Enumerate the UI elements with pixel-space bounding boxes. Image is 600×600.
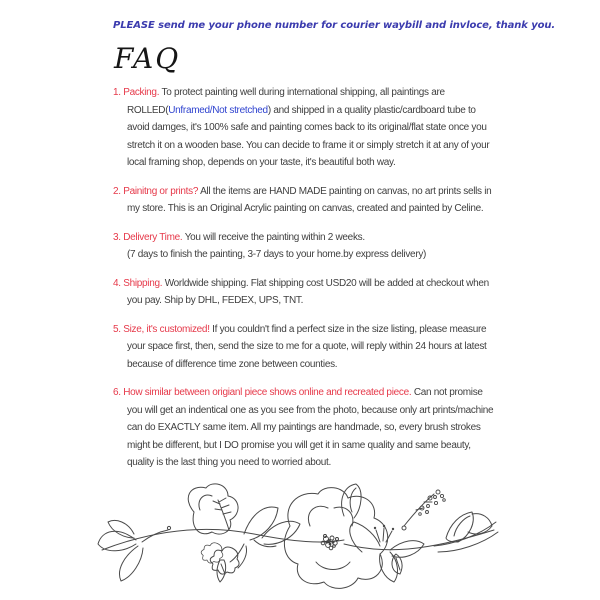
faq-item-packing-body: To protect painting well during international shipping, all paintings are ROLLED( [127, 87, 445, 116]
faq-item-shipping-heading: 4. Shipping. [113, 277, 163, 289]
faq-item-similarity-body: Can not promise you will get an indentical one as you see from the photo, because only art prints/machine can do EXACTLY same item. All my paintings are handmade, so, every brush strokes might be different, but I DO promise you will get it in same quality and same beauty, quality is the last thing you need to worried about. [127, 387, 494, 468]
faq-item-size-body: If you couldn't find a perfect size in the size listing, please measure your space first, then, send the size to me for a quote, will reply within 24 hours at latest because of difference time zone between counties. [127, 323, 487, 370]
faq-item-size-heading: 5. Size, it's customized! [113, 323, 210, 335]
floral-line-art-illustration [94, 479, 509, 597]
faq-item-shipping [113, 275, 495, 310]
faq-item-packing-body-cont: ) and shipped in a quality plastic/cardboard tube to avoid damges, it's 100% safe and painting comes back to its original/flat state once you stretch it on a wooden base. You can decide to frame it or simply stretch it at any of your local framing shop, depends on your taste, it's beautiful both way. [127, 104, 490, 168]
faq-item-delivery-time [113, 229, 495, 264]
faq-item-packing-unframed-text: Unframed/Not stretched [168, 104, 268, 116]
faq-item-shipping-body: Worldwide shipping. Flat shipping cost USD20 will be added at checkout when you pay. Ship by DHL, FEDEX, UPS, TNT. [127, 277, 489, 306]
faq-item-packing [113, 84, 495, 172]
phone-number-notice: PLEASE send me your phone number for courier waybill and invloce, thank you. [113, 20, 556, 31]
faq-list [113, 84, 495, 483]
faq-item-painting-or-prints [113, 183, 495, 218]
faq-item-size [113, 321, 495, 374]
faq-item-packing-heading: 1. Packing. [113, 87, 160, 98]
page-title: FAQ [114, 42, 181, 75]
faq-item-painting-or-prints-heading: 2. Painitng or prints? [113, 185, 199, 197]
faq-item-delivery-time-heading: 3. Delivery Time. [113, 231, 183, 243]
faq-item-similarity [113, 384, 495, 472]
faq-item-delivery-time-note: (7 days to finish the painting, 3-7 days to your home.by express delivery) [127, 249, 427, 260]
faq-item-delivery-time-body: You will receive the painting within 2 weeks. [184, 231, 365, 243]
faq-item-painting-or-prints-body: All the items are HAND MADE painting on canvas, no art prints sells in my store. This is an Original Acrylic painting on canvas, created and painted by Celine. [127, 185, 492, 214]
faq-item-similarity-heading: 6. How similar between origianl piece shows online and recreated piece. [113, 387, 412, 398]
